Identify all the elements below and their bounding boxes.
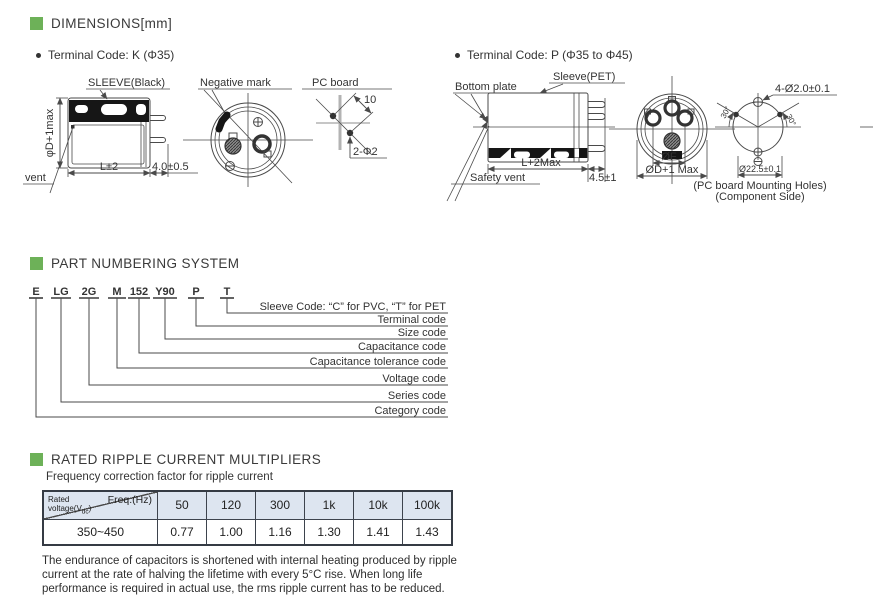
part-numbering-diagram [20, 283, 460, 423]
hole-size-label: 2-Φ2 [353, 146, 378, 158]
length-dim-label: L±2 [99, 161, 119, 173]
section-ripple-header [30, 452, 321, 467]
terminal-p-bullet [455, 48, 633, 62]
section-dimensions-header [30, 16, 172, 31]
section-part-numbering-header [30, 256, 239, 271]
label-capacitance-code: Capacitance code [357, 341, 446, 353]
label-tolerance-code: Capacitance tolerance code [309, 356, 446, 368]
multiplier-cell: 1.30 [305, 519, 354, 545]
code-category: E [32, 286, 40, 298]
terminal-p-label: Terminal Code: P (Φ35 to Φ45) [467, 48, 633, 62]
lead-pin [588, 146, 605, 152]
hole-pitch-label: 10 [364, 94, 377, 106]
sleeve-black-label: SLEEVE(Black) [88, 77, 166, 89]
label-voltage-code: Voltage code [382, 373, 446, 385]
note-line: current at the rate of halving the lifetime with every 5°C rise. When long life [42, 569, 423, 581]
label-size-code: Size code [397, 327, 446, 339]
freq-header: 120 [207, 491, 256, 519]
lead-pin [588, 114, 605, 120]
mount-caption-1: (PC board Mounting Holes) [693, 180, 827, 192]
multiplier-cell: 0.77 [158, 519, 207, 545]
ripple-multiplier-table [42, 490, 453, 546]
label-series-code: Series code [387, 390, 446, 402]
safety-vent-label: Safety vent [470, 172, 526, 184]
bullet-icon [455, 53, 460, 58]
code-size: Y90 [155, 286, 175, 298]
code-sleeve: T [223, 286, 231, 298]
table-corner-cell [43, 491, 158, 519]
green-square-icon [30, 17, 43, 30]
ripple-subtitle: Frequency correction factor for ripple current [46, 471, 273, 483]
diameter-dim-label: φD+1max [44, 108, 56, 158]
angle-right-label: 30° [784, 112, 798, 128]
section-title: RATED RIPPLE CURRENT MULTIPLIERS [51, 452, 322, 467]
negative-terminal [664, 133, 680, 149]
multiplier-cell: 1.43 [403, 519, 453, 545]
corner-rated-label: Rated $voltage(V_{dc})$ [48, 494, 92, 516]
freq-header: 300 [256, 491, 305, 519]
multiplier-cell: 1.00 [207, 519, 256, 545]
lead-dim-label: 4.5±1 [589, 172, 617, 184]
section-title: PART NUMBERING SYSTEM [51, 256, 240, 271]
angle-left-label: 30° [718, 105, 733, 120]
multiplier-cell: 1.16 [256, 519, 305, 545]
terminal-k-label: Terminal Code: K (Φ35) [48, 48, 175, 62]
terminal-k-bullet [36, 48, 174, 62]
bullet-icon [36, 53, 41, 58]
green-square-icon [30, 257, 43, 270]
negative-mark-arc [219, 115, 227, 129]
lead-pin [150, 116, 166, 121]
terminal-k-drawing [20, 70, 430, 202]
mount-dia-label: Ø22.5±0.1 [739, 164, 781, 174]
code-voltage: 2G [81, 286, 97, 298]
table-data-row [43, 519, 452, 545]
multiplier-cell: 1.41 [354, 519, 403, 545]
sleeve-pet-label: Sleeve(PET) [553, 71, 616, 83]
length-dim-label: L+2Max [521, 157, 561, 169]
mount-caption-2: (Component Side) [715, 191, 805, 203]
terminal-pin [678, 111, 692, 125]
code-series: LG [53, 286, 69, 298]
label-terminal-code: Terminal code [377, 314, 446, 326]
voltage-range-cell: 350~450 [43, 519, 158, 545]
freq-header: 100k [403, 491, 453, 519]
terminal-pin [646, 111, 660, 125]
terminal-p-drawing [445, 68, 873, 210]
green-square-icon [30, 453, 43, 466]
note-line: The endurance of capacitors is shortened with internal heating produced by ripple [42, 555, 457, 567]
f-dia-label: ØF [661, 151, 677, 163]
code-tolerance: M [112, 286, 122, 298]
mounting-hole [777, 112, 783, 118]
corner-freq-label: Freq.(Hz) [107, 494, 152, 506]
lead-pin [588, 102, 605, 108]
freq-header: 1k [305, 491, 354, 519]
section-title: DIMENSIONS[mm] [51, 16, 173, 31]
code-capacitance: 152 [129, 286, 149, 298]
lead-pin [150, 138, 166, 143]
mounting-hole [733, 112, 739, 118]
note-line: performance is required in actual use, the rms ripple current has to be reduced. [42, 583, 445, 595]
code-terminal: P [192, 286, 200, 298]
bottom-plate-label: Bottom plate [455, 81, 517, 93]
negative-mark-label: Negative mark [200, 77, 271, 89]
label-sleeve-code: Sleeve Code: “C” for PVC, “T” for PET [259, 301, 446, 313]
d-dia-label: ØD+1 Max [645, 164, 699, 176]
freq-header: 50 [158, 491, 207, 519]
positive-terminal [254, 136, 270, 152]
pc-board-label: PC board [312, 77, 359, 89]
table-header-row [43, 491, 452, 519]
vent-label: vent [25, 172, 46, 184]
label-category-code: Category code [374, 405, 446, 417]
freq-header: 10k [354, 491, 403, 519]
lead-dim-label: 4.0±0.5 [152, 161, 189, 173]
negative-terminal [225, 138, 241, 154]
endurance-note [42, 554, 457, 596]
mount-holes-label: 4-Ø2.0±0.1 [775, 83, 830, 95]
